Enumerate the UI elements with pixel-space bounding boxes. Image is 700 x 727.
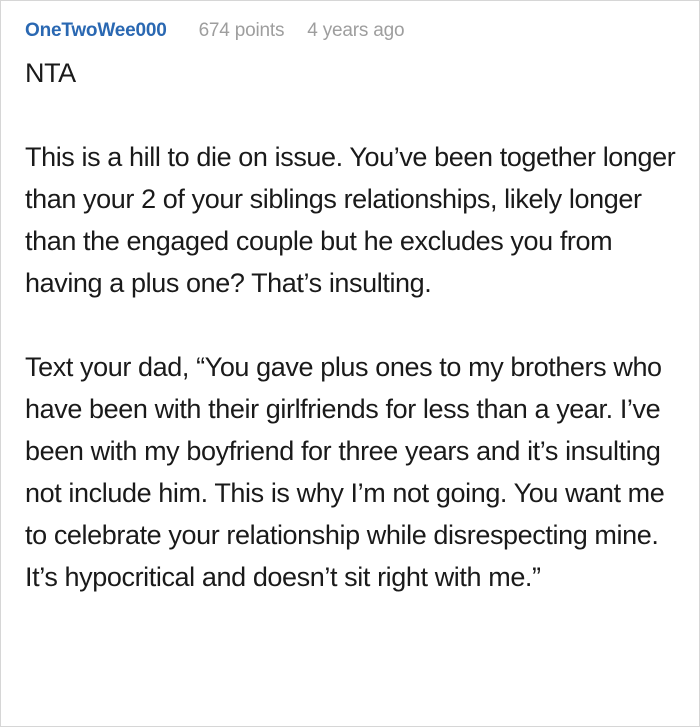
comment-author-link[interactable]: OneTwoWee000 bbox=[25, 20, 167, 41]
comment-paragraph: This is a hill to die on issue. You’ve been together longer than your 2 of your siblings relationships, likely longer than the engaged couple but he excludes you from having a plus one? That’s insulting. bbox=[25, 142, 676, 298]
comment-paragraph: Text your dad, “You gave plus ones to my brothers who have been with their girlfriends for less than a year. I’ve been with my boyfriend for three years and it’s insulting not include him. This is why I’m not going. You want me to celebrate your relationship while disrespecting mine. It’s hypocritical and doesn’t sit right with me.” bbox=[25, 352, 665, 592]
comment-header bbox=[1, 1, 699, 43]
comment-timestamp: 4 years ago bbox=[307, 20, 405, 41]
comment-verdict: NTA bbox=[25, 58, 76, 88]
comment-points: 674 points bbox=[198, 20, 285, 41]
comment-body bbox=[1, 52, 699, 598]
